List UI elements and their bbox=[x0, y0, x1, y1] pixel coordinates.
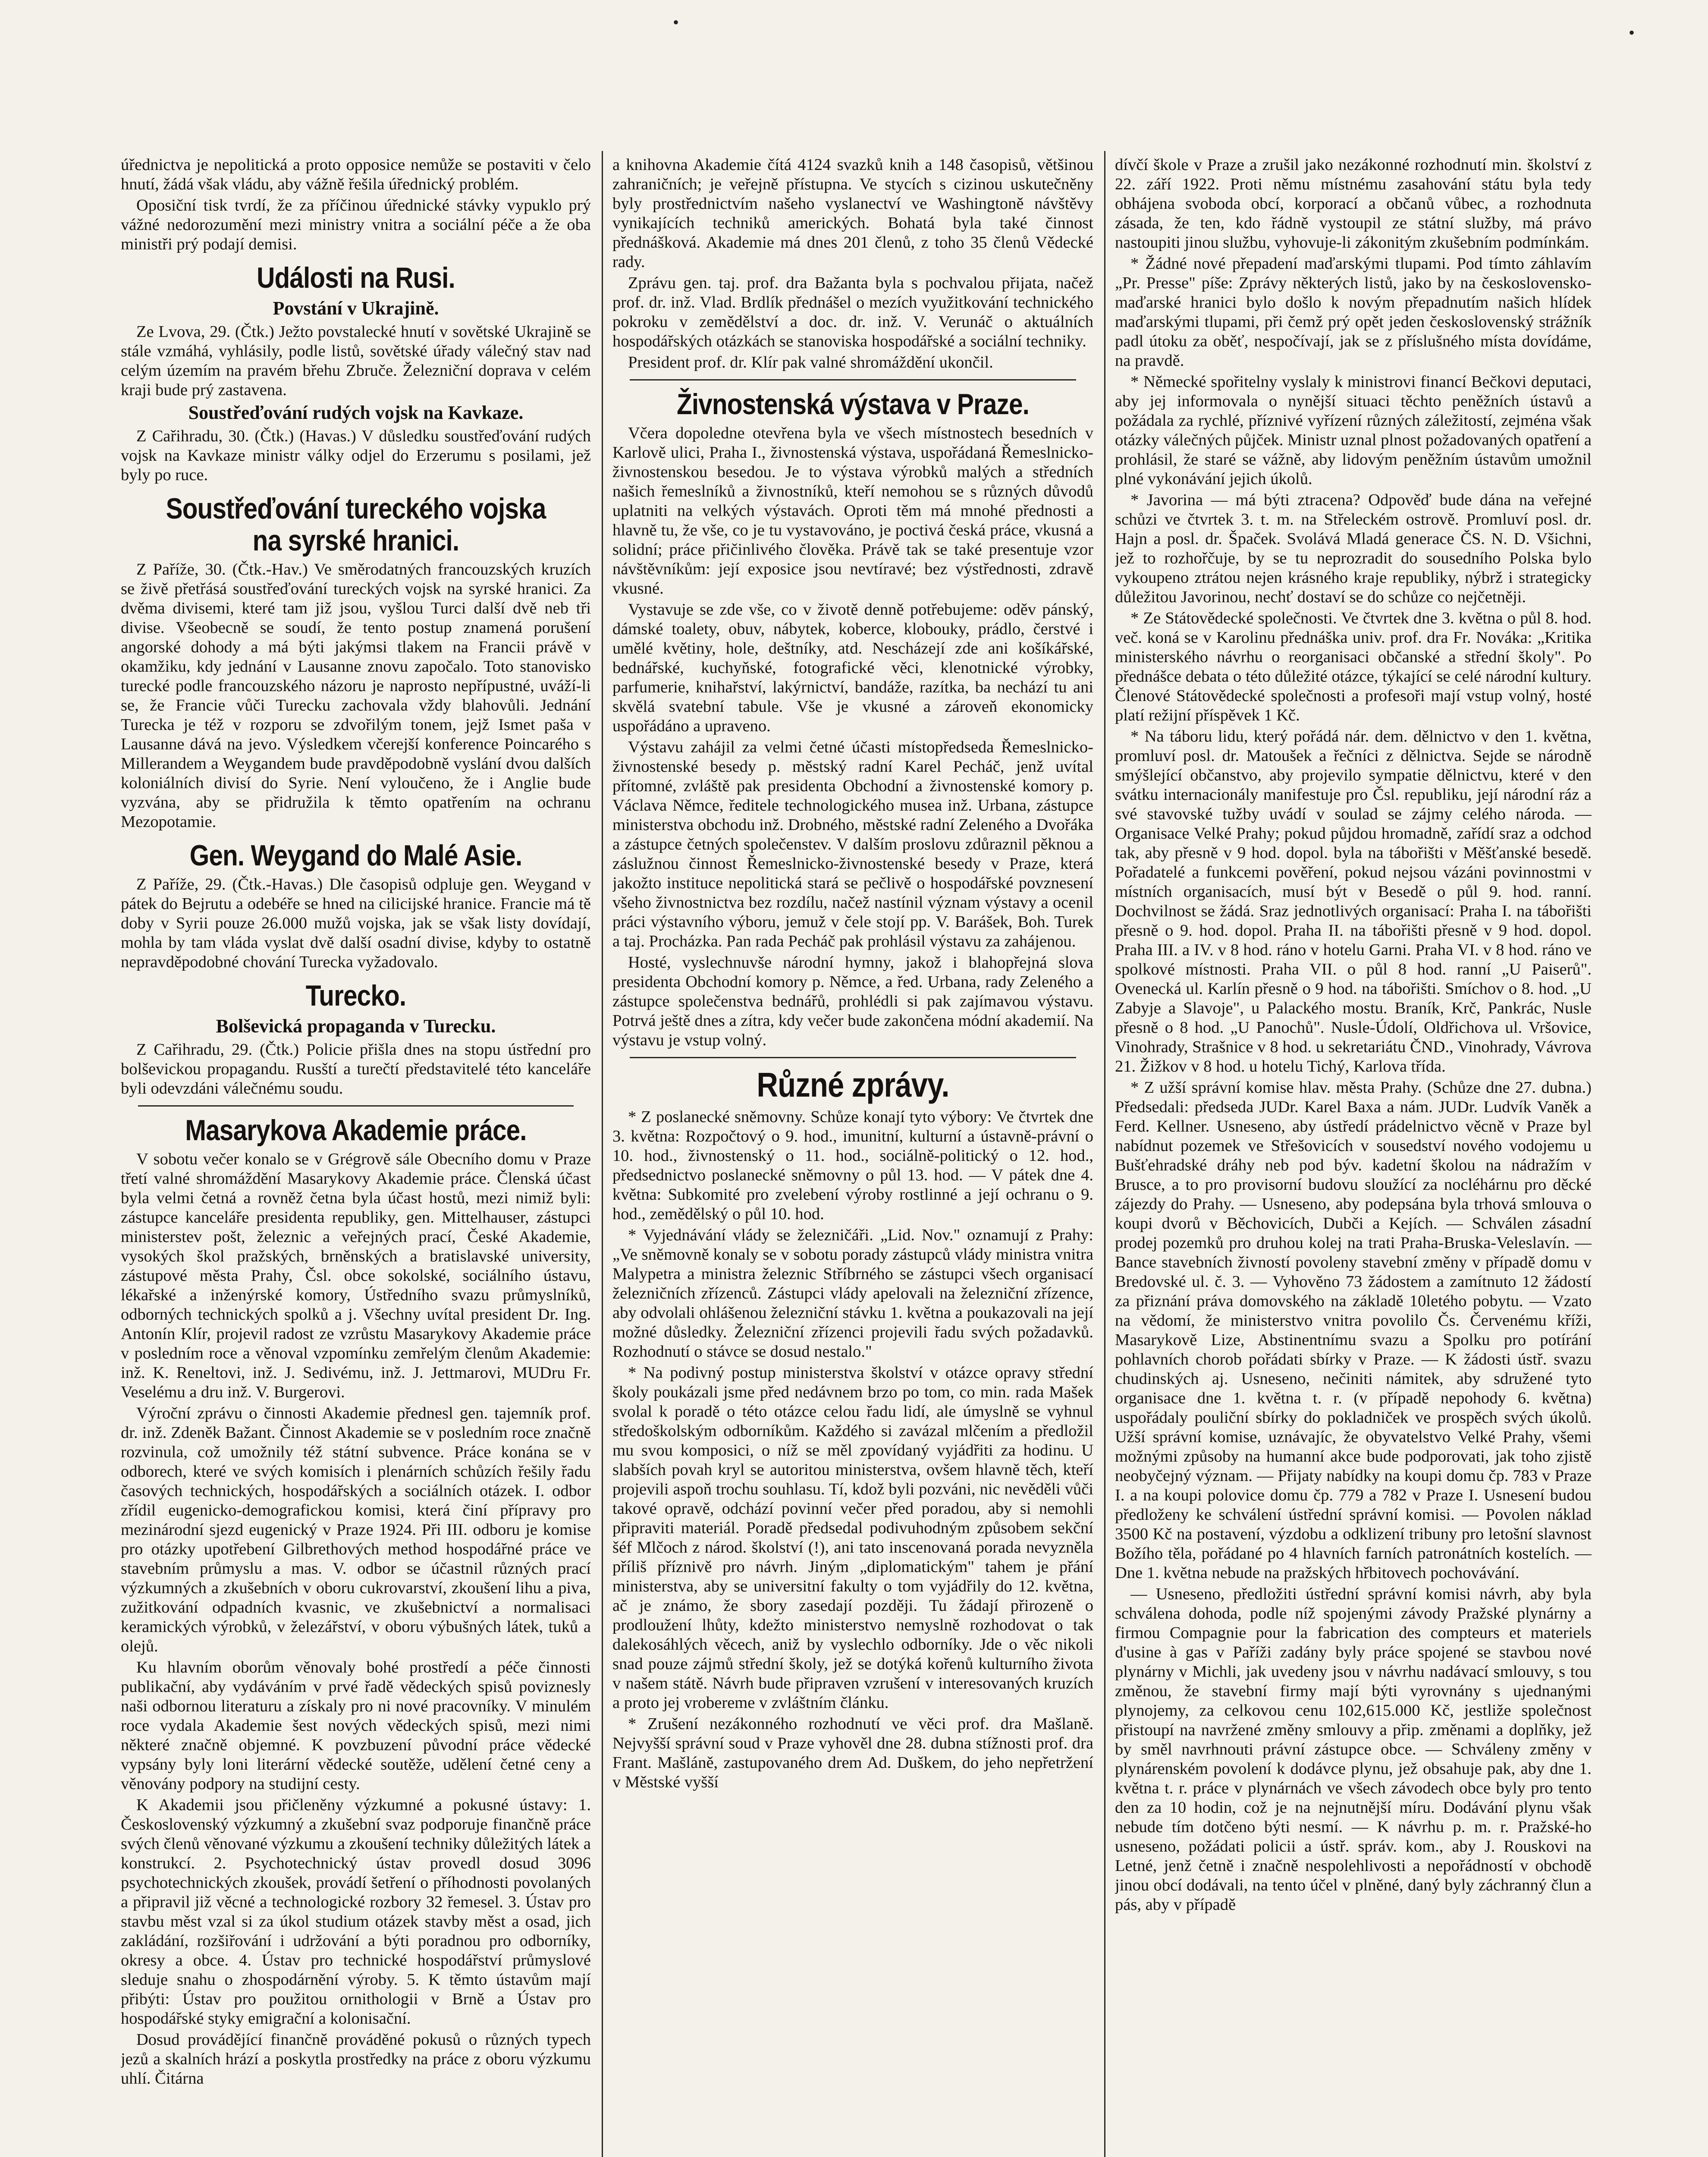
news-item: dívčí škole v Praze a zrušil jako nezákonné rozhodnutí min. školství z 22. září 1922. Proti němu místnému zasahování státu byla tedy obhájena svoboda obcí, korporací a občanů vůbec, a rozhodnuta zásada, že ten, kdo řádně vystoupil ze státní služby, má právo nastoupiti jinou službu, vyhovuje-li zákonitým zkušebním podmínkám. bbox=[1115, 156, 1592, 252]
article-text: President prof. dr. Klír pak valné shromáždění ukončil. bbox=[628, 353, 993, 371]
article-text: Výstavu zahájil za velmi četné účasti místopředseda Řemeslnicko-živnostenské besedy p. městský radní Karel Pecháč, jenž uvítal přítomné, zvláště pak presidenta Obchodní a živnostenské komory p. Václava Němce, ředitele technologického musea inž. Urbana, zástupce ministerstva obchodu inž. Drobného, městské radní Zeleného a Dvořáka a zástupce četných společenstev. V dalším proslovu zdůraznil pěknou a záslužnou činnost Řemeslnicko-živnostenské besedy v Praze, která jakožto instituce nepolitická stará se pečlivě o hospodářské povznesení všeho živnostnictva bez rozdílu, načež nastínil význam výstavy a ocenil práci výstavního výboru, jemuž v čele stojí pp. V. Barášek, Boh. Turek a taj. Procházka. Pan rada Pecháč pak prohlásil výstavu za zahájenou. bbox=[612, 738, 1093, 950]
section-divider bbox=[138, 1105, 574, 1107]
section-heading: Různé zprávy. bbox=[757, 1066, 949, 1104]
article-text: Z Paříže, 30. (Čtk.-Hav.) Ve směrodatných francouzských kruzích se živě přetřásá soustřeďování tureckých vojsk na syrské hranici. Za dvěma divisemi, které tam již jsou, vyšlou Turci další dvě neb tři divise. Všeobecně se soudí, že tento postup znamená porušení angorské dohody a má býti jakýmsi tlakem na Francii právě v okamžiku, kdy jednání v Lausanne znovu započalo. Toto stanovisko turecké podle francouzského názoru je naprosto nepřípustné, uváží-li se, že Francie vůči Turecku zachovala vždy blahovůli. Jednání Turecka je též v rozporu se zdvořilým tonem, jejž Ismet paša v Lausanne dává na jevo. Výsledkem včerejší konference Poincarého s Millerandem a Weygandem bude pravděpodobně vyslání dvou dalších koloniálních divisí do Syrie. Není vyloučeno, že i Anglie bude vyzvána, aby se přidružila k těmto opatřením na ochranu Mezopotamie. bbox=[121, 560, 591, 831]
news-item: * Z užší správní komise hlav. města Prahy. (Schůze dne 27. dubna.) Předsedali: předseda JUDr. Karel Baxa a nám. JUDr. Ludvík Vaněk a Ferd. Kellner. Usneseno, aby ústředí prádelnictvo věcně v Praze byl nabídnut pozemek ve Střešovicích v sousedství nového vodojemu u Bušťehradské dráhy neb pod býv. kadetní školou na nádražím v Brusce, a to pro provisorní budovu sloužící za nocléhárnu pro děcké zájezdy do Prahy. — Usneseno, aby podepsána byla trhová smlouva o koupi dvorů v Běchovicích, Dubči a Kejích. — Schválen zásadní prodej pozemků pro druhou kolej na trati Praha-Bruska-Veleslavín. — Bance stavebních živností povoleny stavební změny v případě domu v Bredovské ul. č. 3. — Vyhověno 73 žádostem a zamítnuto 12 žádostí za přiznání práva domovského na základě 10letého pobytu. — Vzato na vědomí, že ministerstvo vnitra povolilo Čs. Červenému kříži, Masarykově Lize, Abstinentnímu svazu a Spolku pro potírání pohlavních chorob pořádati sbírky v Praze. — K žádosti ústř. svazu chudinských aj. Usneseno, nečiniti námitek, aby sdružené tyto organisace dne 1. května t. r. (v případě nepohody 6. května) uspořádaly pouliční sbírky do pokladniček ve prospěch svých úkolů. Užší správní komise, uznávajíc, že obyvatelstvo Velké Prahy, všemi možnými způsoby na humanní akce bude podporovati, jak toho zjistě neobyčejný význam. — Přijaty nabídky na koupi domu čp. 783 v Praze I. a na koupi polovice domu čp. 779 a 782 v Praze I. Usnesení budou předloženy ke schválení ústřední správní komisi. — Povolen náklad 3500 Kč na postavení, výzdobu a odklizení tribuny pro letošní slavnost Božího těla, pořádané po 4 hlavních farních patronátních kostelích. — Dne 1. května nebude na pražských hřbitovech pochovávání. bbox=[1115, 1078, 1592, 1582]
news-item: * Javorina — má býti ztracena? Odpověď bude dána na veřejné schůzi ve čtvrtek 3. t. m. na Střeleckém ostrově. Promluví posl. dr. Hajn a posl. dr. Špaček. Svolává Mladá generace ČS. N. D. Všichni, jež to rozhořčuje, by se tu neprozradit do sousedního Polska bylo vykoupeno ztrátou nejen krásného kraje republiky, nýbrž i strategicky důležitou Javorinou, nechť dostaví se do schůze co nejčetněji. bbox=[1115, 491, 1592, 606]
section-heading: Masarykova Akademie práce. bbox=[185, 1114, 527, 1147]
column-rule-2 bbox=[1104, 151, 1105, 2157]
news-item: * Zrušení nezákonného rozhodnutí ve věci prof. dra Mašlaně. Nejvyšší správní soud v Praze vyhověl dne 28. dubna stížnosti prof. dra Frant. Mašláně, zastupovaného drem Ad. Duškem, do jeho nepřetržení v Městské vyšší bbox=[612, 1715, 1093, 1791]
article-text: Oposiční tisk tvrdí, že za příčinou úřednické stávky vypuklo prý vážné nedorozumění mezi ministry vnitra a sociální péče a že oba ministři prý podají demisi. bbox=[121, 196, 591, 253]
news-item: * Na táboru lidu, který pořádá nár. dem. dělnictvo v den 1. května, promluví posl. dr. Matoušek a řečníci z dělnictva. Sejde se národně smýšlející občanstvo, aby projevilo sympatie dělnictvu, které v den svátku internacionály manifestuje pro Čsl. republiku, její národní ráz a své stavovské tužby uvádí v soulad se zájmy celého národa. — Organisace Velké Prahy; pokud půjdou hromadně, zařídí sraz a odchod tak, aby přesně v 9 hod. dopol. byla na tábořišti v Měšťanské besedě. Pořadatelé a funkcemi pověření, pokud nejsou vázáni povinnostmi v místních organisacích, musí být v Besedě o půl 9. hod. ranní. Dochvilnost se žádá. Sraz jednotlivých organisací: Praha I. na tábořišti přesně o 9. hod. dopol. Praha II. na tábořišti přesně v 9 hod. dopol. Praha III. a IV. v 8 hod. ráno v hotelu Garni. Praha VI. v 8 hod. ráno ve spolkové místnosti. Praha VII. o půl 8 hod. ranní „U Paiserů". Ovenecká ul. Karlín přesně o 9 hod. na tábořišti. Smíchov o 8. hod. „U Zabyje a Slavoje", u Palackého mostu. Braník, Krč, Pankrác, Nusle přesně o 8 hod. „U Panochů". Nusle-Údolí, Oldřichova ul. Vršovice, Vinohrady, Strašnice v 8 hod. u sekretariátu ČND., Vinohrady, Vávrova 21. Žižkov v 8 hod. u hotelu Tichý, Karlova třída. bbox=[1115, 727, 1592, 1075]
article-text: Hosté, vyslechnuvše národní hymny, jakož i blahopřejná slova presidenta Obchodní komory p. Němce, a řed. Urbana, rady Zeleného a zástupce společenstva bednářů, prohlédli si pak zajímavou výstavu. Potrvá ještě dnes a zítra, kdy večer bude zakončena módní akademií. Na výstavu je vstup volný. bbox=[612, 953, 1093, 1049]
subheading: Povstání v Ukrajině. bbox=[273, 298, 439, 319]
top-mark: • bbox=[673, 13, 679, 32]
news-item: * Žádné nové přepadení maďarskými tlupami. Pod tímto záhlavím „Pr. Presse" píše: Zprávy některých listů, jako by na československo-maďarské hranici bylo došlo k novým přepadnutím našich hlídek maďarskými tlupami, při čemž prý opět jeden československý strážník padl útoku za oběť, nespočívají, jak se z příslušného místa dovídáme, na pravdě. bbox=[1115, 255, 1592, 370]
news-item: * Ze Státovědecké společnosti. Ve čtvrtek dne 3. května o půl 8. hod. več. koná se v Karolinu přednáška univ. prof. dra Fr. Nováka: „Kritika ministerského návrhu o reorganisaci občanské a střední školy". Po přednášce debata o této důležité otázce, týkající se celé národní kultury. Členové Státovědecké společnosti a profesoři mají vstup volný, hosté platí režijní příspěvek 1 Kč. bbox=[1115, 609, 1592, 724]
article-text: Z Paříže, 29. (Čtk.-Havas.) Dle časopisů odpluje gen. Weygand v pátek do Bejrutu a odebéře se hned na cilicijské hranice. Francie má tě doby v Syrii pouze 26.000 mužů vojska, jak se však listy dovídají, mohla by tam vláda vyslat dvě další osadní divise, kdyby to ostatně nepravděpodobné chování Turecka vyžadovalo. bbox=[121, 875, 591, 971]
article-text: Zprávu gen. taj. prof. dra Bažanta byla s pochvalou přijata, načež prof. dr. inž. Vlad. Brdlík přednášel o mezích využitkování technického pokroku v zemědělství a doc. dr. inž. V. Verunáč o aktuálních hospodářských otázkách se stanoviska hospodářské a sociální techniky. bbox=[612, 274, 1093, 350]
article-text: Včera dopoledne otevřena byla ve všech místnostech besedních v Karlově ulici, Praha I., živnostenská výstava, uspořádaná Řemeslnicko-živnostenskou besedou. Je to výstava výrobků malých a středních našich řemeslníků a živnostníků, kteří nemohou se s různých důvodů uplatniti na velkých výstavách. Oproti těm má mnohé přednosti a hlavně tu, že vše, co je tu vystavováno, je poctivá česká práce, vkusná a solidní; práce přičinlivého člověka. Právě tak se také presentuje vzor návštěvníkům: její exposice jsou nevtíravé; bez výstřednosti, zdravě vkusné. bbox=[612, 424, 1093, 597]
section-heading: Soustřeďování tureckého vojska na syrské hranici. bbox=[166, 492, 546, 557]
section-heading: Události na Rusi. bbox=[257, 261, 455, 294]
column-3 bbox=[1115, 155, 1592, 2157]
article-text: Výroční zprávu o činnosti Akademie přednesl gen. tajemník prof. dr. inž. Zdeněk Bažant. Činnost Akademie se v posledním roce značně rozvinula, což umožnily též státní subvence. Práce konána se v odborech, které ve svých komisích i plenárních schůzích řešily řadu časových technických, hospodářských a sociálních otázek. I. odbor zřídil eugenicko-demografickou komisi, která činí přípravy pro mezinárodní sjezd eugenický v Praze 1924. Při III. odboru je komise pro otázky upotřebení Gilbrethových method hospodářné práce ve stavebním průmyslu a mas. V. odbor se účastnil různých prací výzkumných a zkušebních v oboru cukrovarství, zkoušení lihu a piva, zužitkování odpadních kvasnic, ve zkušebnictví a normalisaci keramických výrobků, v železářství, v oboru výbušných látek, tuků a olejů. bbox=[121, 1404, 591, 1655]
article-text: Z Cařihradu, 29. (Čtk.) Policie přišla dnes na stopu ústřední pro bolševickou propagandu. Rusští a turečtí představitelé této kanceláře byli odevzdáni válečnému soudu. bbox=[121, 1041, 591, 1097]
article-text: Dosud provádějící finančně prováděné pokusů o různých typech jezů a skalních hrází a poskytla prostředky na práce z oboru výzkumu uhlí. Čitárna bbox=[121, 2031, 591, 2088]
news-item: — Usneseno, předložiti ústřední správní komisi návrh, aby byla schválena dohoda, podle níž spojenými závody Pražské plynárny a firmou Compagnie pour la fabrication des compteurs et materiels d'usine à gas v Paříži zadány byly práce spojené se stavbou nové plynárny v Michli, jak uvedeny jsou v návrhu nadávací smlouvy, s tou změnou, že stavební firmy mají býti vyrovnány s ujednanými plynojemy, za celkovou cenu 102,615.000 Kč, jestliže společnost přistoupí na navržené změny smlouvy a přip. změnami a doplňky, jež by směl navrhnouti právní zástupce obce. — Schváleny změny v plynárenském povolení k dodávce plynu, jež obsahuje pak, aby dne 1. května t. r. práce v plynárnách ve všech závodech obce byly pro tento den za 10 hodin, což je na nejnutnější míru. Dodávání plynu však nebude tím dotčeno býti nesmí. — K návrhu p. m. r. Pražské-ho usneseno, požádati policii a ústř. správ. kom., aby J. Rouskovi na Letné, jenž četně i značně nespolehlivosti a nepořádností v obchodě jinou obcí dodávali, na tento účel v plněné, daný byly záchranný člun a pás, aby v případě bbox=[1115, 1585, 1592, 1914]
news-item: * Německé spořitelny vyslaly k ministrovi financí Bečkovi deputaci, aby jej informovala o nynější situaci těchto peněžních ústavů a požádala za rychlé, příznivé vyřízení různých záležitostí, zejména však otázky válečných půjček. Ministr uznal plnost požadovaných opatření a prohlásil, že staré se vážně, aby lidovým peněžním ústavům umožnil plné vykonávání jejich úkolů. bbox=[1115, 373, 1592, 488]
article-text: Ze Lvova, 29. (Čtk.) Ježto povstalecké hnutí v sovětské Ukrajině se stále vzmáhá, vyhlásily, podle listů, sovětské úřady válečný stav nad celým územím na pravém břehu Zbruče. Železniční doprava v celém kraji bude prý zastavena. bbox=[121, 323, 591, 399]
news-item: * Vyjednávání vlády se železničáři. „Lid. Nov." oznamují z Prahy: „Ve sněmovně konaly se v sobotu porady zástupců vlády ministra vnitra Malypetra a ministra železnic Stříbrného se zástupci všech organisací železničních zřízenců. Zástupci vlády apelovali na železniční zřízence, aby odvolali ohlášenou železniční stávku 1. května a poukazovali na její možné důsledky. Železniční zřízenci projevili řadu svých požadavků. Rozhodnutí o stávce se dosud nestalo." bbox=[612, 1226, 1093, 1361]
section-heading: Živnostenská výstava v Praze. bbox=[677, 388, 1029, 421]
article-text: Ku hlavním oborům věnovaly bohé prostředí a péče činnosti publikační, aby vydáváním v prvé řadě vědeckých spisů poviznesly naši odbornou literaturu a získaly pro ni nové pracovníky. V minulém roce vydala Akademie šest nových vědeckých spisů, mezi nimi některé značně objemné. K povzbuzení původní práce vědecké vypsány byly loni literární vědecké soutěže, udělení četné ceny a věnovány podpory na studijní cesty. bbox=[121, 1658, 591, 1793]
article-text: a knihovna Akademie čítá 4124 svazků knih a 148 časopisů, většinou zahraničních; je veřejně přístupna. Ve stycích s cizinou uskutečněny byly prostřednictvím našeho vyslanectví ve Washingtoně návštěvy vynikajících techniků amerických. Bohatá byla také činnost přednášková. Akademie má dnes 201 členů, z toho 35 členů Vědecké rady. bbox=[612, 156, 1093, 271]
section-heading: Turecko. bbox=[305, 979, 406, 1012]
article-text: Z Cařihradu, 30. (Čtk.) (Havas.) V důsledku soustřeďování rudých vojsk na Kavkaze ministr války odjel do Erzerumu s posilami, jež byly po ruce. bbox=[121, 427, 591, 484]
section-divider bbox=[630, 379, 1076, 380]
news-item: * Z poslanecké sněmovny. Schůze konají tyto výbory: Ve čtvrtek dne 3. května: Rozpočtový o 9. hod., imunitní, kulturní a ústavně-právní o 10. hod., živnostenský o 11. hod., sociálně-politický o 12. hod., předsednictvo poslanecké sněmovny o půl 13. hod. — V pátek dne 4. května: Subkomité pro zvelebení výroby rostlinné a její ochranu o 9. hod., zemědělský o půl 10. hod. bbox=[612, 1108, 1093, 1223]
section-heading: Gen. Weygand do Malé Asie. bbox=[189, 839, 522, 872]
news-item: * Na podivný postup ministerstva školství v otázce opravy střední školy poukázali jsme před nedávnem brzo po tom, co min. rada Mašek svolal k poradě o této otázce celou řadu lidí, ale úmyslně se vyhnul středoškolským odborníkům. Každého si zavázal mlčením a předložil mu svou komposici, o níž se měl zpovídaný vyjádřiti za hodinu. U slabších povah kryl se autoritou ministerstva, ovšem hlavně těch, kteří projevili aspoň trochu souhlasu. Tí, kdož byli pozváni, nic nevěděli vůči takové opravě, odchází povinní večer před poradou, aby si nemohli připraviti materiál. Poradě předsedal podivuhodným způsobem sekční šéf Mlčoch z národ. školství (!), ani tato inscenovaná porada nevyzněla příliš příznivě pro návrh. Jiným „diplomatickým" tahem je přání ministerstva, aby se universitní fakulty o tom vyjádřily do 12. května, ač je známo, že sbory zasedají později. Tu žádají přirozeně o prodloužení lhůty, kdežto ministerstvo nemyslně rozhodovat o tak dalekosáhlých věcech, aniž by vyslechlo odborníky. Jde o věc nikoli snad pouze zájmů střední školy, jež se dotýká kořenů kulturního života v našem státě. Návrh bude připraven vzrušení v interesovaných kruzích a proto jej vrobereme v zvláštním článku. bbox=[612, 1364, 1093, 1712]
column-2 bbox=[612, 155, 1093, 2157]
subheading: Soustřeďování rudých vojsk na Kavkaze. bbox=[188, 402, 524, 423]
right-edge-mark: • bbox=[1629, 23, 1635, 42]
column-1 bbox=[121, 155, 591, 2157]
article-text: V sobotu večer konalo se v Grégrově sále Obecního domu v Praze třetí valné shromáždění Masarykovy Akademie práce. Členská účast byla velmi četná a rovněž četna byla účast hostů, mezi nimiž byli: zástupce kanceláře presidenta republiky, gen. Mittelhauser, zástupci ministerstev pošt, železnic a veřejných prací, České Akademie, vysokých škol pražských, brněnských a bratislavské university, zástupové města Prahy, Čsl. obce sokolské, sociálního ústavu, lékařské a inženýrské komory, Ústředního svazu průmyslníků, odborných technických spolků a j. Všechny uvítal president Dr. Ing. Antonín Klír, projevil radost ze vzrůstu Masarykovy Akademie práce v posledním roce a věnoval vzpomínku zemřelým členům Akademie: inž. K. Reneltovi, inž. J. Sedivému, inž. J. Jettmarovi, MUDru Fr. Veselému a dru inž. V. Burgerovi. bbox=[121, 1150, 591, 1401]
subheading: Bolševická propaganda v Turecku. bbox=[216, 1016, 496, 1037]
column-rule-1 bbox=[602, 151, 603, 2157]
article-text: úřednictva je nepolitická a proto opposice nemůže se postaviti v čelo hnutí, žádá však vládu, aby vážně řešila úřednický problém. bbox=[121, 156, 591, 193]
article-text: Vystavuje se zde vše, co v životě denně potřebujeme: oděv pánský, dámské toalety, obuv, nábytek, koberce, klobouky, prádlo, čerstvé i umělé květiny, hole, deštníky, atd. Nescházejí zde ani košíkářské, bednářské, kuchyňské, fotografické věci, klenotnické výrobky, parfumerie, knihařství, lakýrnictví, bandáže, razítka, ba nechází tu ani skvělá svatební tabule. Vše je vkusné a zároveň ekonomicky uspořádáno a upraveno. bbox=[612, 601, 1093, 735]
section-divider bbox=[630, 1057, 1076, 1058]
article-text: K Akademii jsou přičleněny výzkumné a pokusné ústavy: 1. Československý výzkumný a zkušební svaz podporuje finančně práce svých členů věnované výzkumu a zkoušení techniky důležitých látek a konstrukcí. 2. Psychotechnický ústav provedl dosud 3096 psychotechnických zkoušek, provádí šetření o příhodnosti povolaných a připravil již věcné a technologické rozbory 32 řemesel. 3. Ústav pro stavbu měst vzal si za úkol studium otázek stavby měst a osad, jich zakládání, rozšiřování i udržování a býti poradnou pro odborníky, okresy a obce. 4. Ústav pro technické hospodářství průmyslové sleduje snahu o zhospodárnění výroby. 5. K těmto ústavům mají přibýti: Ústav pro použitou ornithologii v Brně a Ústav pro hospodářské styky emigrační a kolonisační. bbox=[121, 1796, 591, 2028]
